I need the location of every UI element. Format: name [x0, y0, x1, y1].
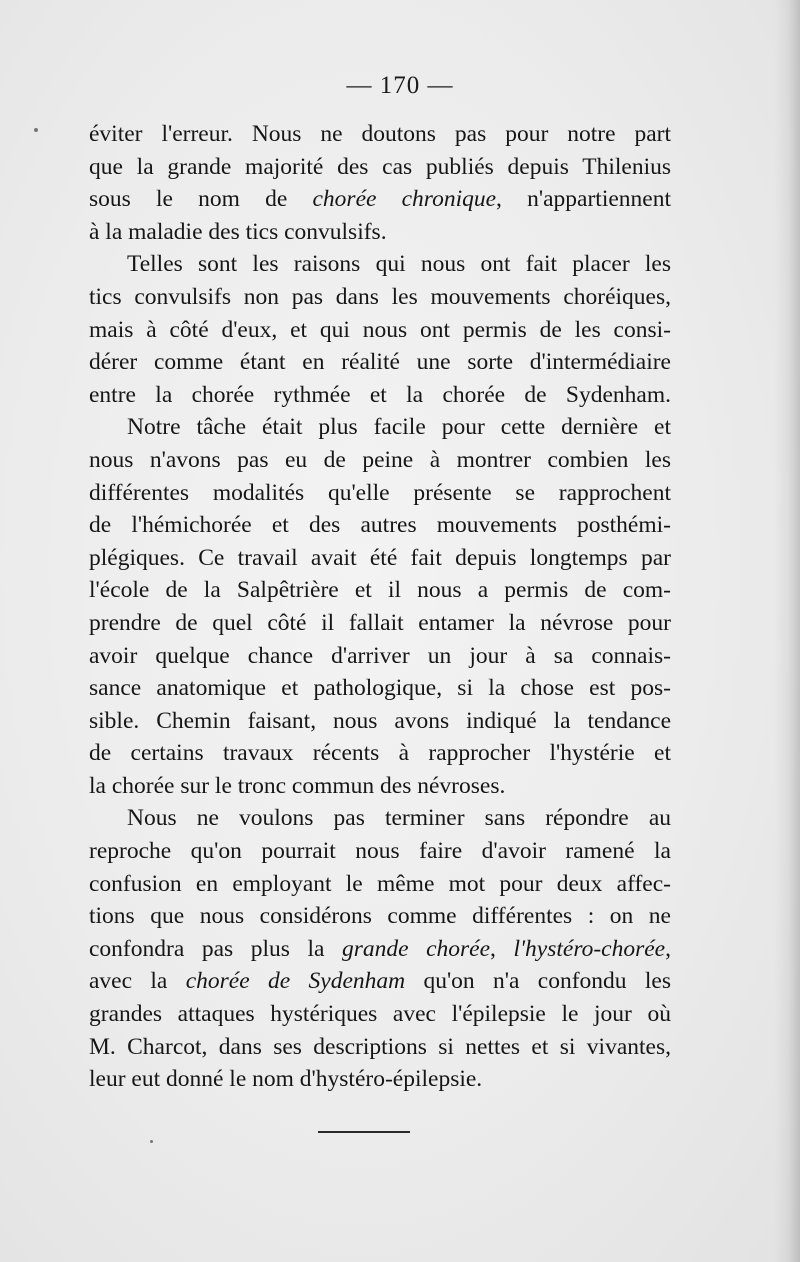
text-line: différentes modalités qu'elle présente se rapprochent — [89, 479, 671, 506]
text-run: , — [490, 935, 514, 962]
text-line: leur eut donné le nom d'hystéro-épilepsie. — [89, 1066, 483, 1093]
text-run: , n'appartiennent — [496, 186, 671, 213]
text-line: tics convulsifs non pas dans les mouvements choréiques, — [89, 283, 671, 310]
text-line: à la maladie des tics convulsifs. — [89, 218, 387, 245]
italic-term: grande chorée — [341, 935, 491, 962]
text-run: avec la — [89, 968, 186, 995]
text-run: confondra pas plus la — [89, 935, 342, 962]
text-line: Nous ne voulons pas terminer sans répondre au — [127, 805, 671, 832]
text-line: la chorée sur le tronc commun des névroses. — [89, 772, 506, 799]
text-line: de certains travaux récents à rapprocher l'hystérie et — [89, 740, 671, 767]
closing-rule — [318, 1131, 410, 1133]
text-line: M. Charcot, dans ses descriptions si nettes et si vivantes, — [89, 1033, 671, 1060]
text-line: sance anatomique et pathologique, si la chose est pos- — [89, 675, 671, 702]
text-line: mais à côté d'eux, et qui nous ont permis de les consi- — [89, 316, 671, 343]
text-line — [89, 933, 671, 966]
text-run: , — [665, 935, 671, 962]
text-line: reproche qu'on pourrait nous faire d'avoir ramené la — [89, 838, 671, 865]
text-run: qu'on n'a confondu les — [405, 968, 671, 995]
text-line: l'école de la Salpêtrière et il nous a permis de com- — [89, 577, 671, 604]
text-line: tions que nous considérons comme différentes : on ne — [89, 903, 671, 930]
page-edge-shadow — [774, 0, 800, 1262]
text-line: sible. Chemin faisant, nous avons indiqué la tendance — [89, 707, 671, 734]
text-line: confusion en employant le même mot pour deux affec- — [89, 870, 671, 897]
text-line: que la grande majorité des cas publiés depuis Thilenius — [89, 153, 671, 180]
body-text — [89, 118, 671, 1096]
italic-term: chorée chronique — [312, 186, 497, 213]
paper-speck — [150, 1140, 153, 1143]
page-number: — 170 — — [346, 72, 454, 99]
text-line: de l'hémichorée et des autres mouvements posthémi- — [89, 512, 671, 539]
text-line: éviter l'erreur. Nous ne doutons pas pour notre part — [89, 121, 671, 147]
text-line: avoir quelque chance d'arriver un jour à sa connais- — [89, 642, 671, 669]
text-run: sous le nom de — [89, 186, 313, 213]
text-line: entre la chorée rythmée et la chorée de Sydenham. — [89, 381, 671, 408]
text-line — [89, 183, 671, 216]
text-line: prendre de quel côté il fallait entamer la névrose pour — [89, 609, 671, 636]
text-line: dérer comme étant en réalité une sorte d'intermédiaire — [89, 349, 671, 376]
text-line: nous n'avons pas eu de peine à montrer combien les — [89, 446, 671, 473]
text-line: Telles sont les raisons qui nous ont fait placer les — [127, 251, 671, 278]
text-line: Notre tâche était plus facile pour cette dernière et — [127, 414, 671, 441]
italic-term: l'hystéro-chorée — [513, 935, 666, 962]
text-line: plégiques. Ce travail avait été fait depuis longtemps par — [89, 544, 671, 571]
italic-term: chorée de Sydenham — [185, 968, 406, 995]
text-line: grandes attaques hystériques avec l'épilepsie le jour où — [89, 1001, 671, 1028]
paper-speck — [34, 128, 38, 132]
text-line — [89, 965, 671, 998]
